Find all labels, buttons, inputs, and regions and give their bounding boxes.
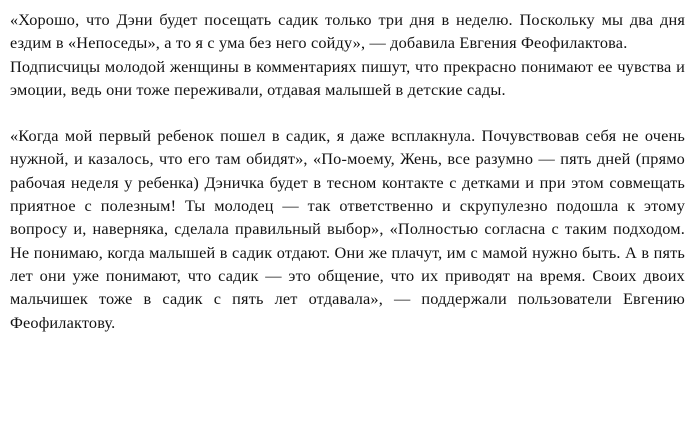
paragraph-1: «Хорошо, что Дэни будет посещать садик только три дня в неделю. Поскольку мы два дня ездим в «Непоседы», а то я с ума без него сойду», — добавила Евгения Феофилактова. (10, 10, 685, 53)
paragraph-spacer (10, 101, 685, 124)
paragraph-2: Подписчицы молодой женщины в комментариях пишут, что прекрасно понимают ее чувства и эмоции, ведь они тоже переживали, отдавая малышей в детские сады. (10, 56, 685, 99)
paragraph-3: «Когда мой первый ребенок пошел в садик, я даже всплакнула. Почувствовав себя не очень нужной, и казалось, что его там обидят», «По-моему, Жень, все разумно — пять дней (прямо рабочая неделя у ребенка) Дэничка будет в тесном контакте с детками и при этом совмещать приятное с полезным! Ты молодец — так ответственно и скрупулезно подошла к этому вопросу и, наверняка, сделала правильный выбор», «Полностью согласна с таким подходом. Не понимаю, когда малышей в садик отдают. Они же плачут, им с мамой нужно быть. А в пять лет они уже понимают, что садик — это общение, что их приводят на время. Своих двоих мальчишек тоже в садик с пять лет отдавала», — поддержали пользователи Евгению Феофилактову. (10, 126, 685, 332)
